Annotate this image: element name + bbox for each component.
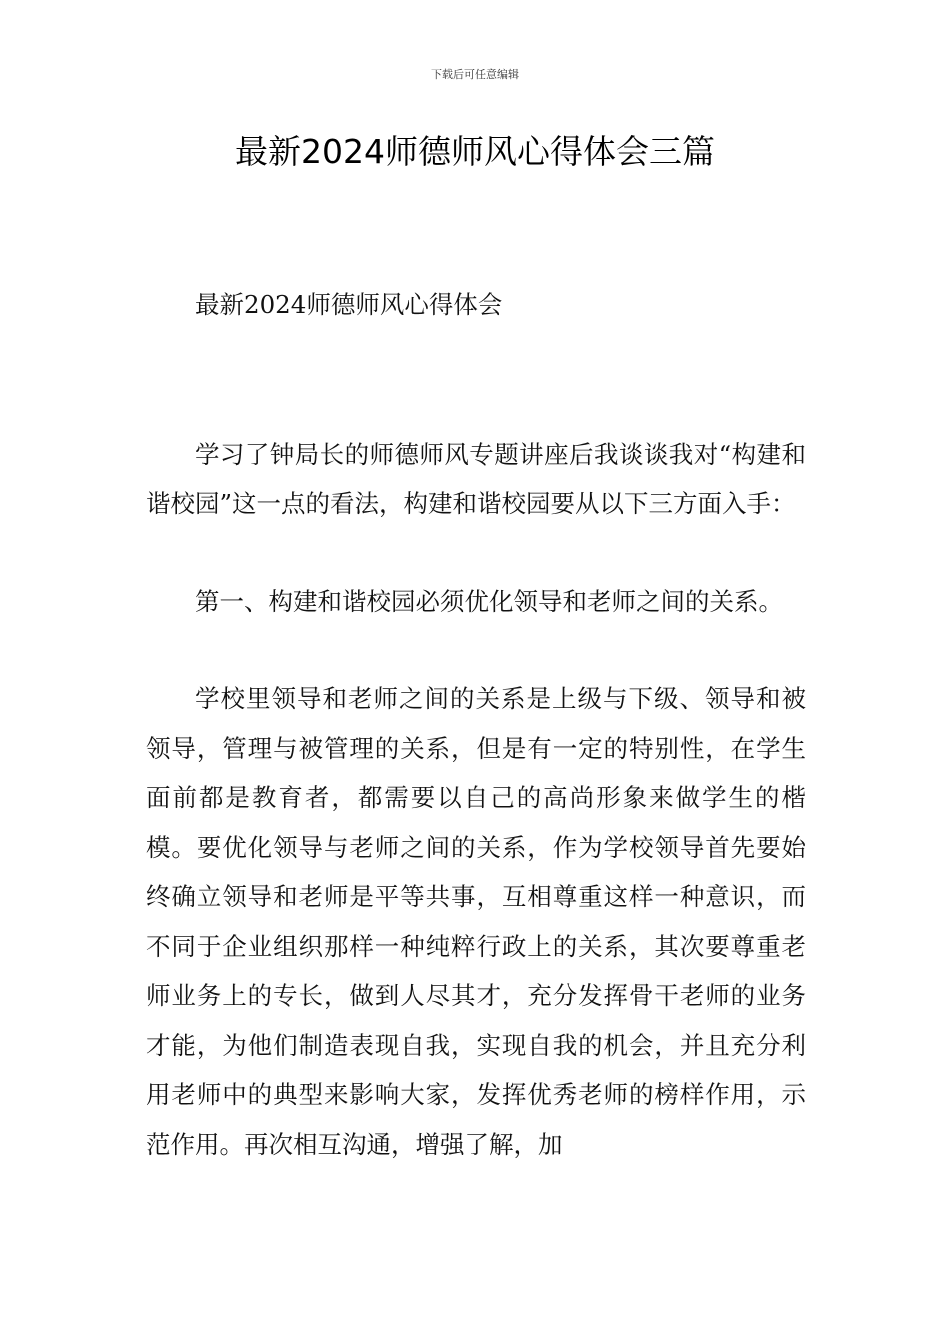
section-subtitle: 最新2024师德师风心得体会 xyxy=(195,290,503,319)
paragraph-point-one: 第一、构建和谐校园必须优化领导和老师之间的关系。 xyxy=(195,586,783,616)
paragraph-body: 学校里领导和老师之间的关系是上级与下级、领导和被领导，管理与被管理的关系，但是有一定的特别性，在学生面前都是教育者，都需要以自己的高尚形象来做学生的楷模。要优化领导与老师之间的关系，作为学校领导首先要始终确立领导和老师是平等共事，互相尊重这样一种意识，而不同于企业组织那样一种纯粹行政上的关系，其次要尊重老师业务上的专长，做到人尽其才，充分发挥骨干老师的业务才能，为他们制造表现自我，实现自我的机会，并且充分利用老师中的典型来影响大家，发挥优秀老师的榜样作用，示范作用。再次相互沟通，增强了解，加 xyxy=(146,684,806,1159)
paragraph-intro: 学习了钟局长的师德师风专题讲座后我谈谈我对“构建和谐校园”这一点的看法，构建和谐校园要从以下三方面入手： xyxy=(146,439,806,518)
header-note: 下载后可任意编辑 xyxy=(431,68,519,81)
document-title: 最新2024师德师风心得体会三篇 xyxy=(235,132,715,171)
document-body xyxy=(146,280,806,1169)
